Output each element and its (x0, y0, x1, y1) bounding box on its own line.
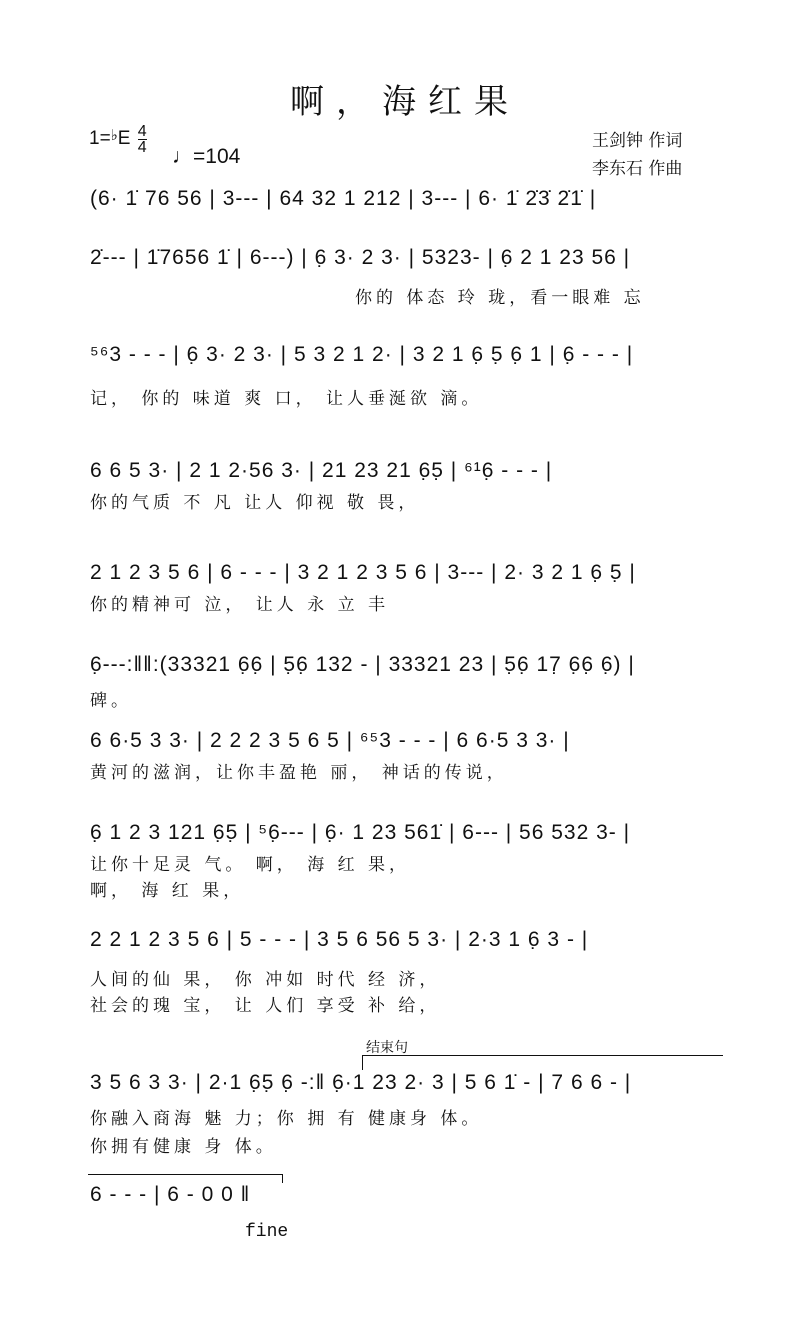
score-line-7-lyrics: 黄河的滋润，让你丰盈艳 丽， 神话的传说， (90, 763, 508, 783)
lyricist-credit: 王剑钟 作词 (592, 131, 683, 151)
composer-credit: 李东石 作曲 (592, 159, 683, 179)
score-line-5-lyrics: 你的精神可 泣， 让人 永 立 丰 (90, 595, 390, 615)
score-line-3-lyrics: 记， 你的 味道 爽 口， 让人垂涎欲 滴。 (90, 389, 483, 409)
score-line-9-notes: 2 2 1 2 3 5 6 | 5 - - - | 3 5 6 56 5 3· | 2·3 1 6̣ 3 - | (90, 928, 589, 951)
score-line-3-notes: ⁵⁶3 - - - | 6̣ 3· 2 3· | 5 3 2 1 2· | 3 2 1 6̣ 5̣ 6̣ 1 | 6̣ - - - | (90, 343, 634, 366)
time-sig-top: 4 (137, 123, 147, 140)
score-line-11-notes: 6 - - - | 6 - 0 0 ‖ (90, 1183, 251, 1206)
score-line-10-notes: 3 5 6 3 3· | 2·1 6̣5̣ 6̣ -:‖ 6̣·1 23 2· 3 | 5 6 1̇ - | 7 6 6 - | (90, 1071, 632, 1094)
key-note: E (117, 128, 131, 149)
time-signature (138, 124, 147, 155)
score-line-6-notes: 6̣---:‖‖:(33321 6̣6̣ | 5̣6̣ 132 - | 33321 23 | 5̣6̣ 17̣ 6̣6̣ 6̣) | (90, 653, 635, 676)
key-signature (89, 124, 147, 155)
ending-phrase-label: 结束句 (366, 1040, 408, 1056)
key-prefix: 1= (89, 128, 111, 149)
score-line-7-notes: 6 6·5 3 3· | 2 2 2 3 5 6 5 | ⁶⁵3 - - - | 6 6·5 3 3· | (90, 729, 570, 752)
score-line-1-notes: (6· 1̇ 76 56 | 3--- | 64 32 1 212 | 3--- | 6· 1̇ 2̇3̇ 2̇1̇ | (90, 187, 597, 210)
time-sig-bottom: 4 (137, 139, 147, 156)
score-line-10-lyrics-verse2: 你拥有健康 身 体。 (90, 1137, 277, 1157)
score-line-9-lyrics-verse2: 社会的瑰 宝， 让 人们 享受 补 给， (90, 996, 441, 1016)
score-line-2-notes: 2̇--- | 1̇7656 1̇ | 6---) | 6̣ 3· 2 3· | 5323- | 6̣ 2 1 23 56 | (90, 246, 631, 269)
tempo-marking: ♩=104 (172, 145, 241, 168)
fine-marking: fine (245, 1222, 289, 1242)
score-line-2-lyrics: 你的 体态 玲 珑，看一眼难 忘 (355, 288, 645, 308)
score-line-6-lyrics: 碑。 (90, 691, 132, 711)
score-line-8-lyrics-verse1: 让你十足灵 气。 啊， 海 红 果， (90, 855, 411, 875)
score-line-10-lyrics-verse1: 你融入商海 魅 力；你 拥 有 健康身 体。 (90, 1109, 483, 1129)
score-line-4-notes: 6 6 5 3· | 2 1 2·56 3· | 21 23 21 6̣5̣ | ⁶¹6̣ - - - | (90, 459, 553, 482)
score-line-9-lyrics-verse1: 人间的仙 果， 你 冲如 时代 经 济， (90, 970, 441, 990)
song-title: 啊，海红果 (290, 82, 520, 122)
score-line-5-notes: 2 1 2 3 5 6 | 6 - - - | 3 2 1 2 3 5 6 | 3--- | 2· 3 2 1 6̣ 5̣ | (90, 561, 636, 584)
score-line-4-lyrics: 你的气质 不 凡 让人 仰视 敬 畏， (90, 493, 420, 513)
score-line-8-notes: 6̣ 1 2 3 121 6̣5̣ | ⁵6̣--- | 6̣· 1 23 561̇ | 6--- | 56 532 3- | (90, 821, 631, 844)
score-line-8-lyrics-verse2: 啊， 海 红 果， (90, 881, 245, 901)
flat-icon: ♭ (110, 127, 118, 144)
